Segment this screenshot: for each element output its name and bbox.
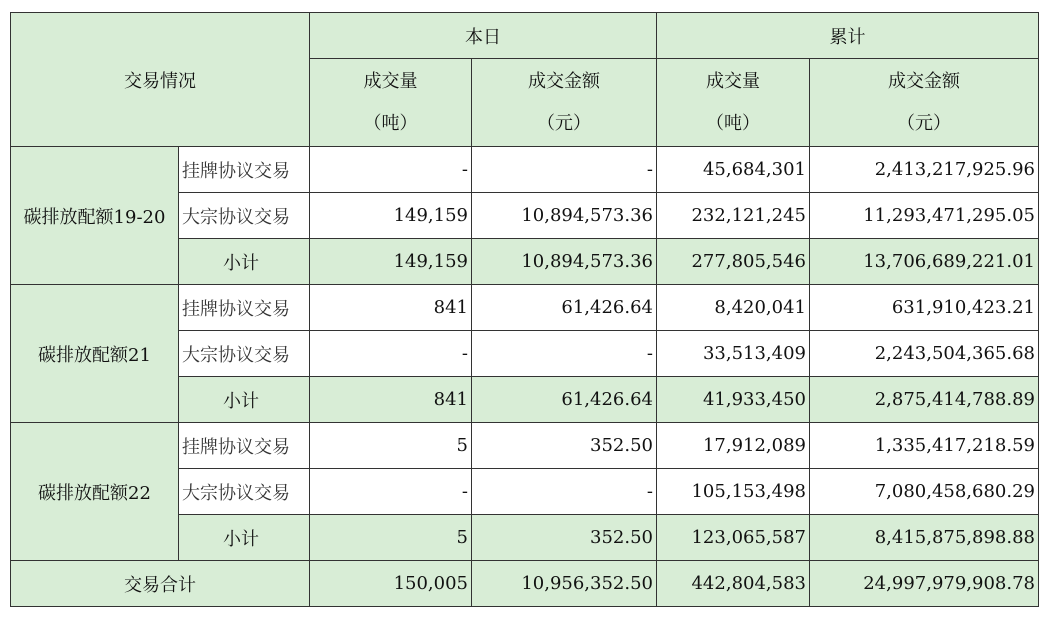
cum-amount: 1,335,417,218.59 bbox=[810, 423, 1039, 469]
cum-amount: 13,706,689,221.01 bbox=[810, 239, 1039, 285]
today-amount: 61,426.64 bbox=[472, 285, 657, 331]
total-label: 交易合计 bbox=[11, 561, 310, 607]
trade-type: 大宗协议交易 bbox=[179, 469, 310, 515]
today-volume: 841 bbox=[310, 377, 472, 423]
group-name: 碳排放配额22 bbox=[11, 423, 179, 561]
trade-summary-table bbox=[10, 12, 1039, 607]
group-name: 碳排放配额21 bbox=[11, 285, 179, 423]
header-trade-situation: 交易情况 bbox=[11, 13, 310, 147]
subtotal-label: 小计 bbox=[179, 515, 310, 561]
cum-amount: 2,875,414,788.89 bbox=[810, 377, 1039, 423]
header-today-volume: 成交量 （吨） bbox=[310, 59, 472, 147]
today-volume: 149,159 bbox=[310, 239, 472, 285]
table-row bbox=[11, 423, 1039, 469]
cum-volume: 105,153,498 bbox=[657, 469, 810, 515]
cum-amount: 2,243,504,365.68 bbox=[810, 331, 1039, 377]
today-volume: - bbox=[310, 331, 472, 377]
cum-volume: 33,513,409 bbox=[657, 331, 810, 377]
today-volume: - bbox=[310, 147, 472, 193]
header-cum-volume: 成交量 （吨） bbox=[657, 59, 810, 147]
cum-amount: 11,293,471,295.05 bbox=[810, 193, 1039, 239]
today-volume: 5 bbox=[310, 423, 472, 469]
subtotal-label: 小计 bbox=[179, 377, 310, 423]
today-amount: 10,894,573.36 bbox=[472, 239, 657, 285]
trade-type: 大宗协议交易 bbox=[179, 193, 310, 239]
cum-amount: 7,080,458,680.29 bbox=[810, 469, 1039, 515]
today-amount: - bbox=[472, 469, 657, 515]
header-cumulative: 累计 bbox=[657, 13, 1039, 59]
header-today-amount: 成交金额 （元） bbox=[472, 59, 657, 147]
today-amount: 352.50 bbox=[472, 515, 657, 561]
today-volume: 841 bbox=[310, 285, 472, 331]
trade-type: 挂牌协议交易 bbox=[179, 147, 310, 193]
trade-type: 挂牌协议交易 bbox=[179, 285, 310, 331]
table-row bbox=[11, 285, 1039, 331]
today-amount: - bbox=[472, 147, 657, 193]
cum-amount: 24,997,979,908.78 bbox=[810, 561, 1039, 607]
today-amount: 10,894,573.36 bbox=[472, 193, 657, 239]
cum-amount: 2,413,217,925.96 bbox=[810, 147, 1039, 193]
subtotal-label: 小计 bbox=[179, 239, 310, 285]
today-volume: 5 bbox=[310, 515, 472, 561]
today-amount: 352.50 bbox=[472, 423, 657, 469]
trade-type: 大宗协议交易 bbox=[179, 331, 310, 377]
trade-type: 挂牌协议交易 bbox=[179, 423, 310, 469]
header-today: 本日 bbox=[310, 13, 657, 59]
today-volume: 150,005 bbox=[310, 561, 472, 607]
cum-volume: 277,805,546 bbox=[657, 239, 810, 285]
today-amount: - bbox=[472, 331, 657, 377]
cum-amount: 8,415,875,898.88 bbox=[810, 515, 1039, 561]
header-cum-amount: 成交金额 （元） bbox=[810, 59, 1039, 147]
cum-volume: 41,933,450 bbox=[657, 377, 810, 423]
total-row bbox=[11, 561, 1039, 607]
group-name: 碳排放配额19-20 bbox=[11, 147, 179, 285]
cum-amount: 631,910,423.21 bbox=[810, 285, 1039, 331]
today-amount: 10,956,352.50 bbox=[472, 561, 657, 607]
cum-volume: 232,121,245 bbox=[657, 193, 810, 239]
cum-volume: 17,912,089 bbox=[657, 423, 810, 469]
today-volume: - bbox=[310, 469, 472, 515]
cum-volume: 45,684,301 bbox=[657, 147, 810, 193]
cum-volume: 8,420,041 bbox=[657, 285, 810, 331]
cum-volume: 123,065,587 bbox=[657, 515, 810, 561]
today-amount: 61,426.64 bbox=[472, 377, 657, 423]
table-row bbox=[11, 147, 1039, 193]
cum-volume: 442,804,583 bbox=[657, 561, 810, 607]
today-volume: 149,159 bbox=[310, 193, 472, 239]
